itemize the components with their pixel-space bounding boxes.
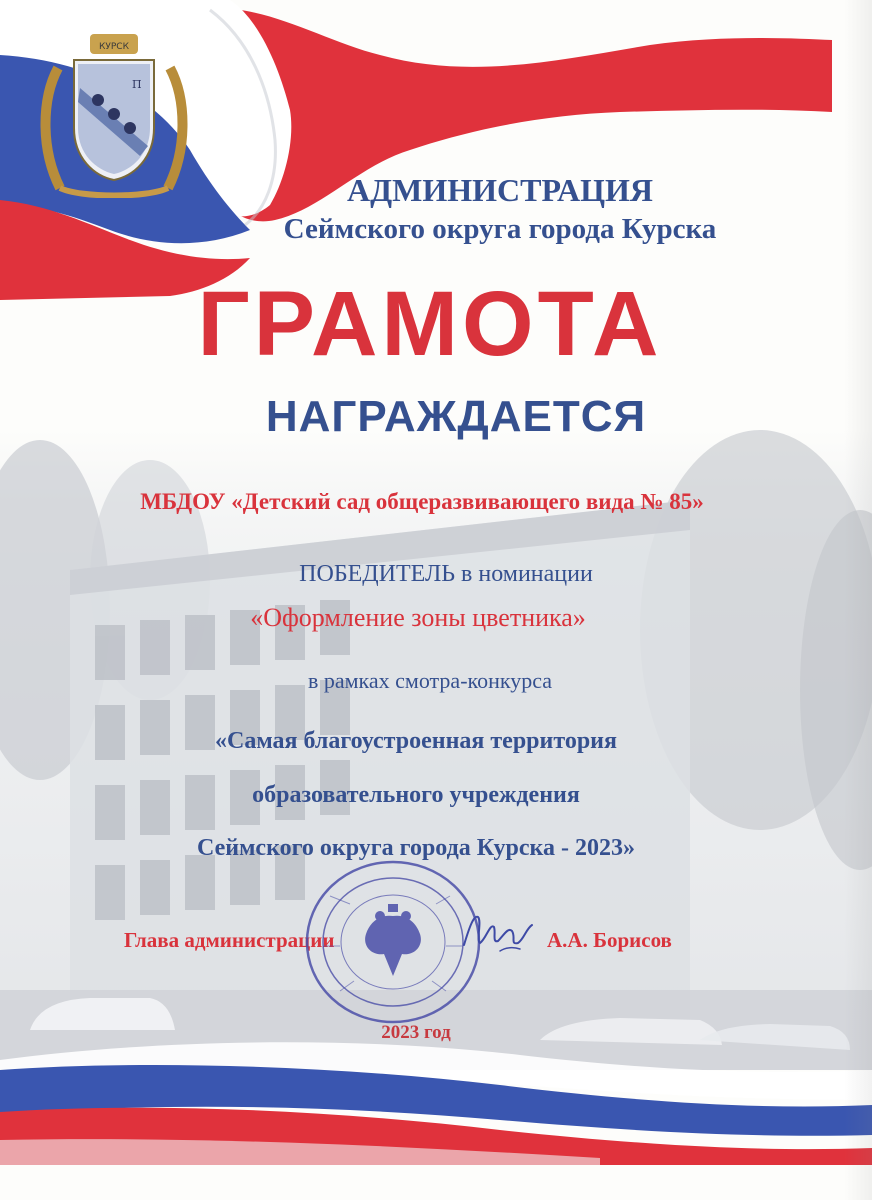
flag-ribbon-bottom	[0, 1040, 872, 1165]
winner-word: ПОБЕДИТЕЛЬ	[299, 561, 456, 587]
document-year: 2023 год	[381, 1022, 451, 1043]
signatory-name: А.А. Борисов	[547, 928, 672, 952]
nomination-title: «Оформление зоны цветника»	[250, 603, 586, 632]
contest-line-1: «Самая благоустроенная территория	[215, 728, 617, 754]
recipient-name: МБДОУ «Детский сад общеразвивающего вида № 85»	[140, 489, 704, 514]
official-seal	[300, 856, 486, 1028]
contest-line-2: образовательного учреждения	[252, 782, 580, 808]
paper-edge-shadow	[844, 0, 872, 1200]
winner-line	[10, 561, 872, 588]
document-title: ГРАМОТА	[197, 273, 663, 375]
contest-line-3: Сеймского округа города Курска - 2023»	[196, 835, 636, 861]
signatory-position: Глава администрации	[124, 928, 335, 952]
framework-line: в рамках смотра-конкурса	[307, 668, 553, 693]
awarded-heading: НАГРАЖДАЕТСЯ	[265, 392, 647, 441]
administration-title: АДМИНИСТРАЦИЯ	[347, 172, 653, 208]
svg-text:П: П	[132, 78, 142, 91]
handwritten-signature	[460, 905, 540, 955]
emblem-crown-text: КУРСК	[99, 42, 129, 52]
winner-rest: в номинации	[455, 561, 593, 587]
kursk-coat-of-arms-emblem	[40, 28, 188, 198]
administration-subtitle: Сеймского округа города Курска	[283, 213, 717, 245]
